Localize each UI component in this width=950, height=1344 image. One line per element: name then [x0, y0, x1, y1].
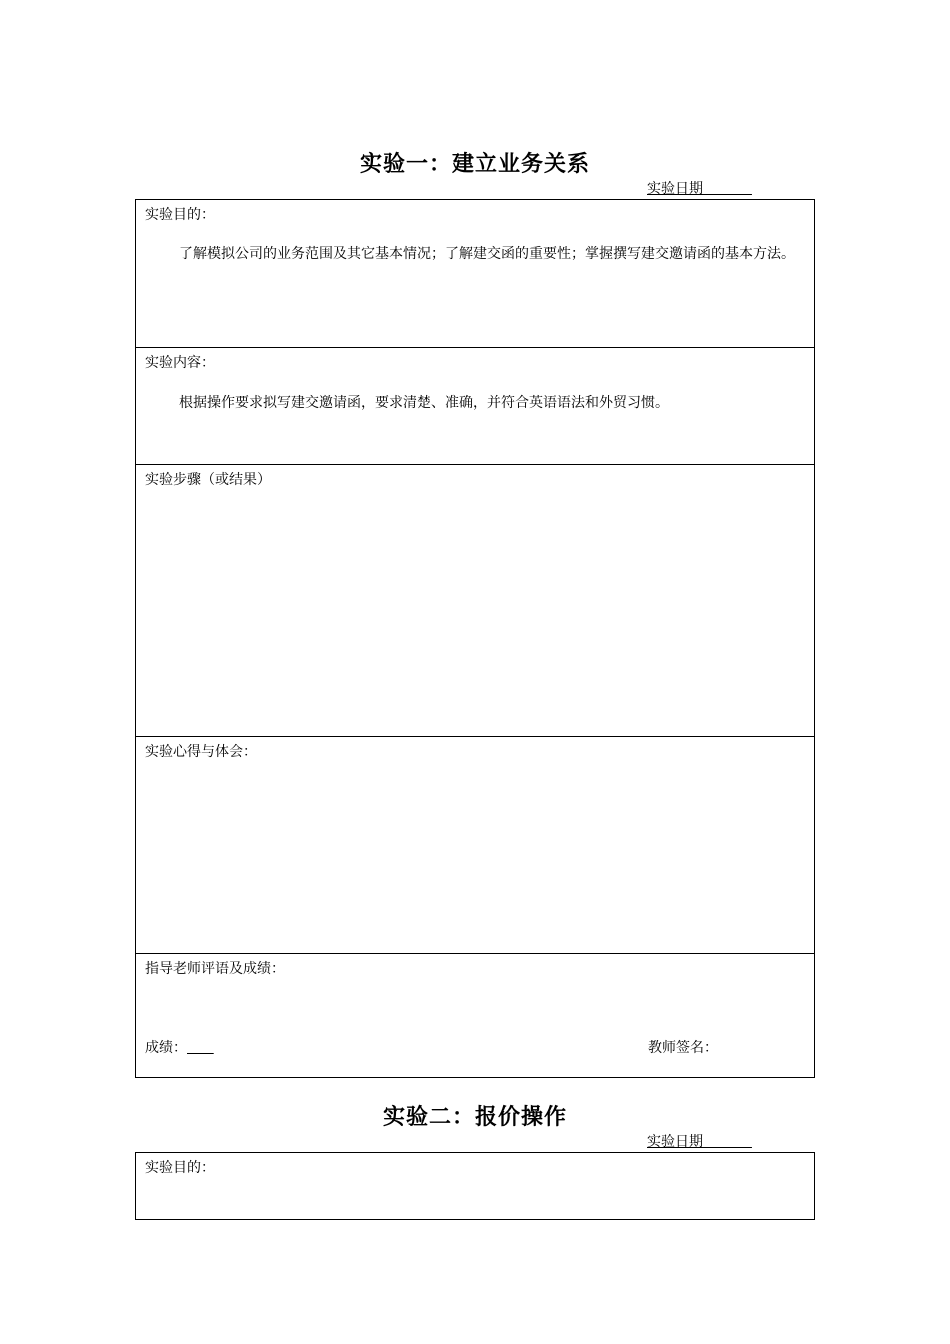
teacher-signature-label: 教师签名： — [648, 1040, 718, 1056]
steps-label: 实验步骤（或结果） — [145, 472, 271, 488]
experiment1-date-field[interactable]: 实验日期 — [647, 181, 752, 197]
content-label: 实验内容： — [145, 355, 215, 371]
content-section — [136, 347, 814, 465]
comment-label: 指导老师评语及成绩： — [145, 961, 285, 977]
reflection-section[interactable] — [136, 736, 814, 954]
grade-blank-field[interactable] — [187, 1040, 214, 1056]
content-text: 根据操作要求拟写建交邀请函，要求清楚、准确，并符合英语语法和外贸习惯。 — [179, 395, 669, 411]
steps-section[interactable] — [136, 464, 814, 737]
comment-section — [136, 953, 814, 1077]
grade-label: 成绩： — [145, 1040, 187, 1056]
experiment2-form — [135, 1152, 815, 1220]
grade-line — [145, 1037, 214, 1057]
experiment2-date-field[interactable]: 实验日期 — [647, 1134, 752, 1150]
experiment2-purpose-section — [136, 1153, 814, 1219]
purpose-text: 了解模拟公司的业务范围及其它基本情况；了解建交函的重要性；掌握撰写建交邀请函的基本方法。 — [179, 246, 795, 262]
experiment2-purpose-label: 实验目的： — [145, 1160, 215, 1176]
reflection-label: 实验心得与体会： — [145, 744, 257, 760]
experiment1-form — [135, 199, 815, 1078]
purpose-label: 实验目的： — [145, 207, 215, 223]
experiment2-title: 实验二：报价操作 — [382, 1104, 567, 1130]
purpose-section — [136, 200, 814, 348]
experiment1-title: 实验一：建立业务关系 — [359, 151, 590, 177]
